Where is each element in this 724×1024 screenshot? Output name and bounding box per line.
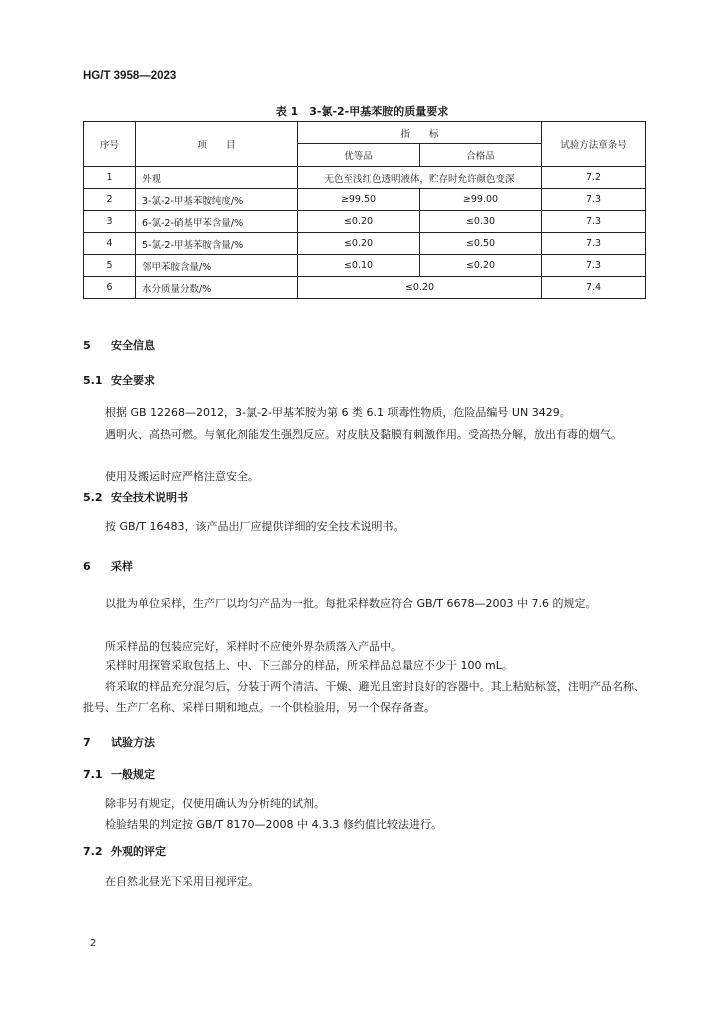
cell-method: 7.3	[542, 255, 646, 277]
header-grade-superior: 优等品	[298, 144, 420, 167]
section-heading-5	[83, 337, 155, 353]
section-number: 7.2	[83, 845, 103, 858]
quality-requirements-table	[83, 121, 646, 299]
table-title: 表 1 3-氯-2-甲基苯胺的质量要求	[275, 105, 449, 118]
paragraph: 将采取的样品充分混匀后，分装于两个清洁、干燥、避光且密封良好的容器中。其上粘贴标签，注明产品名称、批号、生产厂名称、采样日期和地点。一个供检验用，另一个保存备查。	[83, 680, 645, 714]
section-number: 7.1	[83, 768, 103, 781]
paragraph: 所采样品的包装应完好，采样时不应使外界杂质落入产品中。	[105, 640, 402, 653]
cell-seq: 5	[84, 255, 136, 277]
paragraph: 使用及搬运时应严格注意安全。	[105, 470, 259, 483]
cell-method: 7.2	[542, 167, 646, 189]
section-heading-5-2	[83, 489, 188, 505]
paragraph: 按 GB/T 16483，该产品出厂应提供详细的安全技术说明书。	[105, 520, 405, 533]
cell-seq: 2	[84, 189, 136, 211]
cell-qualified: ≥99.00	[420, 189, 542, 211]
section-title: 采样	[111, 560, 133, 573]
section-number: 6	[83, 560, 91, 573]
cell-merged-value: ≤0.20	[298, 277, 542, 299]
cell-method: 7.4	[542, 277, 646, 299]
cell-item: 6-氯-2-硝基甲苯含量/%	[136, 211, 298, 233]
paragraph: 检验结果的判定按 GB/T 8170—2008 中 4.3.3 修约值比较法进行。	[105, 818, 442, 831]
section-heading-7-2	[83, 843, 166, 859]
cell-superior: ≤0.10	[298, 255, 420, 277]
section-heading-5-1	[83, 372, 155, 388]
paragraph: 以批为单位采样，生产厂以均匀产品为一批。每批采样数应符合 GB/T 6678—2003 中 7.6 的规定。	[105, 597, 597, 610]
table-row	[84, 277, 646, 299]
section-heading-6	[83, 558, 133, 574]
header-grade-qualified: 合格品	[420, 144, 542, 167]
section-title: 安全要求	[111, 374, 155, 387]
section-number: 7	[83, 736, 91, 749]
header-index: 指 标	[298, 122, 542, 144]
cell-item: 邻甲苯胺含量/%	[136, 255, 298, 277]
cell-qualified: ≤0.20	[420, 255, 542, 277]
section-number: 5.2	[83, 491, 103, 504]
section-title: 一般规定	[111, 768, 155, 781]
cell-superior: ≤0.20	[298, 211, 420, 233]
table-row	[84, 211, 646, 233]
cell-item: 3-氯-2-甲基苯胺纯度/%	[136, 189, 298, 211]
table-row	[84, 233, 646, 255]
cell-qualified: ≤0.50	[420, 233, 542, 255]
cell-method: 7.3	[542, 189, 646, 211]
page-number: 2	[90, 938, 97, 949]
cell-merged-value: 无色至浅红色透明液体，贮存时允许颜色变深	[298, 167, 542, 189]
paragraph: 除非另有规定，仅使用确认为分析纯的试剂。	[105, 797, 325, 810]
standard-code: HG/T 3958—2023	[83, 70, 177, 82]
table-row	[84, 167, 646, 189]
section-title: 外观的评定	[111, 845, 166, 858]
cell-item: 外观	[136, 167, 298, 189]
section-number: 5	[83, 339, 91, 352]
paragraph: 遇明火、高热可燃。与氧化剂能发生强烈反应。对皮肤及黏膜有刺激作用。受高热分解，放出有毒的烟气。	[105, 428, 622, 441]
cell-superior: ≥99.50	[298, 189, 420, 211]
section-title: 安全技术说明书	[111, 491, 188, 504]
cell-method: 7.3	[542, 233, 646, 255]
cell-item: 水分质量分数/%	[136, 277, 298, 299]
section-heading-7	[83, 734, 155, 750]
table-row	[84, 189, 646, 211]
cell-seq: 3	[84, 211, 136, 233]
cell-seq: 4	[84, 233, 136, 255]
cell-seq: 6	[84, 277, 136, 299]
section-heading-7-1	[83, 766, 155, 782]
section-number: 5.1	[83, 374, 103, 387]
cell-item: 5-氯-2-甲基苯胺含量/%	[136, 233, 298, 255]
table-row	[84, 255, 646, 277]
header-method: 试验方法章条号	[542, 122, 646, 167]
section-title: 安全信息	[111, 339, 155, 352]
paragraph: 采样时用探管采取包括上、中、下三部分的样品，所采样品总量应不少于 100 mL。	[105, 659, 513, 672]
paragraph: 根据 GB 12268—2012，3-氯-2-甲基苯胺为第 6 类 6.1 项毒性物质，危险品编号 UN 3429。	[105, 406, 571, 419]
cell-method: 7.3	[542, 211, 646, 233]
cell-superior: ≤0.20	[298, 233, 420, 255]
header-item: 项 目	[136, 122, 298, 167]
cell-seq: 1	[84, 167, 136, 189]
cell-qualified: ≤0.30	[420, 211, 542, 233]
paragraph: 在自然北昼光下采用目视评定。	[105, 875, 259, 888]
header-seq: 序号	[84, 122, 136, 167]
section-title: 试验方法	[111, 736, 155, 749]
